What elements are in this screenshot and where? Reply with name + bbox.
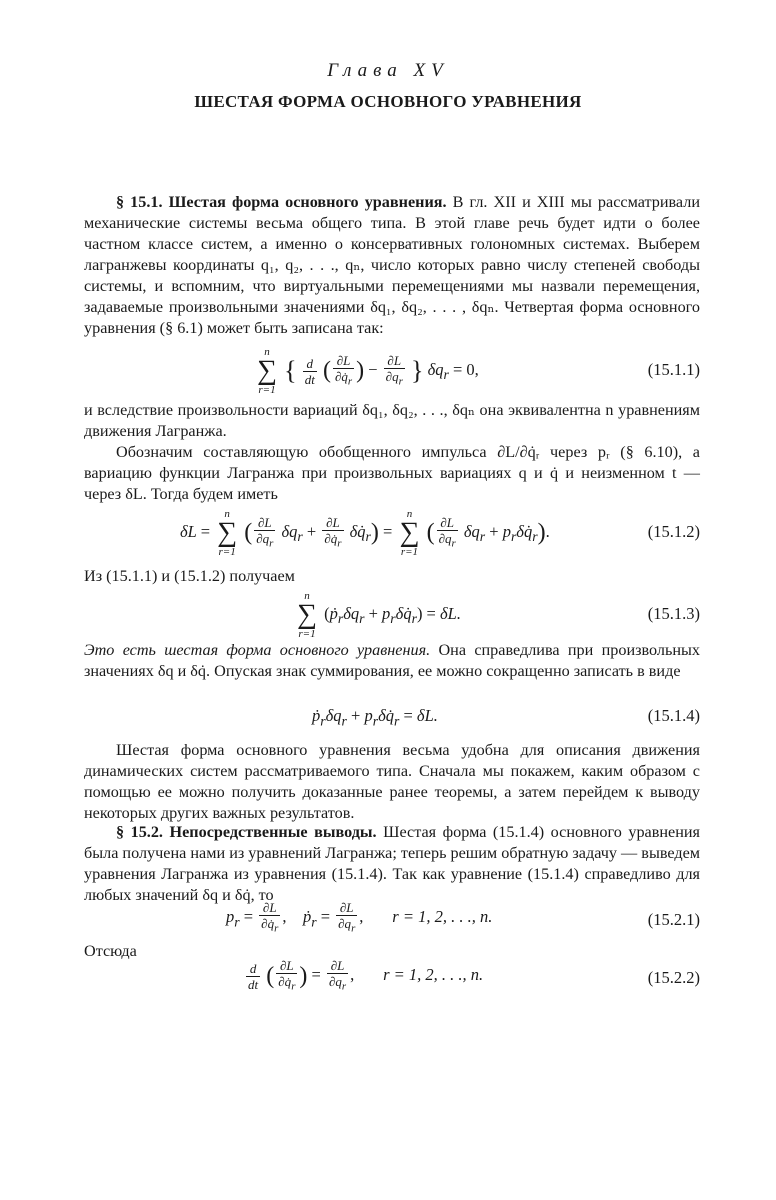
section-15-1-paragraph-5	[84, 640, 700, 682]
chapter-label: Глава XV	[327, 60, 449, 81]
equation-15-2-2: $\frac{d}{dt}$ ( $\frac{\partial L}{\partial q̇_r}$ ) = $\frac{\partial L}{\partial q_r}$ , r = 1, 2, . . ., n. (15.2.2)	[248, 958, 700, 993]
equation-15-1-3: n ∑ r=1 ($ṗ_r\delta q_r$ + $p_r\delta q̇_r) = \delta L$. (15.1.3)	[297, 590, 700, 640]
equation-number-15-1-1: (15.1.1)	[647, 360, 700, 379]
section-15-2-text: Шестая форма (15.1.4) основного уравнения была получена нами из уравнений Лагранжа; теперь решим обратную задачу — выведем уравнения Лагранжа из уравнения (15.1.4). Так как уравнение (15.1.4) справедливо для любых значений δq и δq̇, то	[84, 823, 700, 904]
equation-number-15-1-2: (15.1.2)	[647, 522, 700, 541]
equation-15-1-2: δL = n ∑ r=1 ( $\frac{\partial L}{\partial q_r}$ $\delta q_r$ + $\frac{\partial L}{\partial q̇_r}$ $\delta q̇_r$) = n ∑ r=1 ( $\frac{\partial L}{\partial q_r}$ $\delta q_r$ + $p_r\delta q̇_r$). (15.1.2)	[180, 508, 700, 558]
equation-number-15-1-4: (15.1.4)	[647, 706, 700, 725]
section-15-2-heading: § 15.2. Непосредственные выводы.	[116, 823, 377, 841]
section-15-2-paragraph-1	[84, 822, 700, 906]
equation-15-1-1: n ∑ r=1 { $\frac{d}{dt}$ ( $\frac{\partial L}{\partial q̇_r}$ ) − $\frac{\partial L}{\partial q_r}$ } $\delta q_r = 0$, (15.1.1)	[257, 346, 700, 396]
section-15-1-paragraph-1	[84, 192, 700, 339]
equation-15-2-1: $p_r$ = $\frac{\partial L}{\partial q̇_r}$ , ṗ$_r$ = $\frac{\partial L}{\partial q_r}$ , r = 1, 2, . . ., n. (15.2.1)	[226, 900, 700, 935]
index-range-1: r = 1, 2, . . ., n.	[392, 907, 493, 927]
section-15-1-paragraph-6: Шестая форма основного уравнения весьма удобна для описания движения динамических систем рассматриваемого типа. Сначала мы покажем, каким образом с помощью ее можно получить доказанные ранее теоремы, а затем перейдем к выводу некоторых других важных результатов.	[84, 741, 700, 822]
equation-number-15-2-2: (15.2.2)	[647, 968, 700, 987]
otsyuda-label: Отсюда	[84, 942, 137, 960]
section-15-1-text: В гл. XII и XIII мы рассматривали механические системы весьма общего типа. В этой главе речь будет идти о более частном классе систем, а именно о консервативных голономных системах. Выберем лагранжевы координаты q₁, q₂, . . ., qₙ, число которых равно числу степеней свободы системы, и вспомним, что виртуальными перемещениями мы назвали перемещения, задаваемые произвольными значениями δq₁, δq₂, . . . , δqₙ. Четвертая форма основного уравнения (§ 6.1) может быть записана так:	[84, 193, 700, 337]
equation-number-15-1-3: (15.1.3)	[647, 604, 700, 623]
chapter-title: ШЕСТАЯ ФОРМА ОСНОВНОГО УРАВНЕНИЯ	[194, 92, 582, 111]
sixth-form-statement: Это есть шестая форма основного уравнения.	[84, 641, 431, 659]
index-range-2: r = 1, 2, . . ., n.	[383, 965, 484, 985]
equation-15-1-4: $ṗ_r\delta q_r$ + $p_r\delta q̇_r = \delta L$. (15.1.4)	[312, 706, 700, 729]
section-15-1-heading: § 15.1. Шестая форма основного уравнения.	[116, 193, 447, 211]
section-15-1-paragraph-3: Обозначим составляющую обобщенного импульса ∂L/∂q̇ᵣ через pᵣ (§ 6.10), а вариацию функции Лагранжа при произвольных вариациях q и q̇ и неизменном t — через δL. Тогда будем иметь	[84, 443, 700, 503]
sixth-form-remark: Она справедлива при произвольных значениях δq и δq̇. Опуская знак суммирования, ее можно сокращенно записать в виде	[84, 641, 701, 680]
section-15-1-paragraph-4: Из (15.1.1) и (15.1.2) получаем	[84, 567, 295, 585]
section-15-1-paragraph-2: и вследствие произвольности вариаций δq₁, δq₂, . . ., δqₙ она эквивалентна n уравнениям движения Лагранжа.	[84, 401, 700, 440]
equation-number-15-2-1: (15.2.1)	[647, 910, 700, 929]
